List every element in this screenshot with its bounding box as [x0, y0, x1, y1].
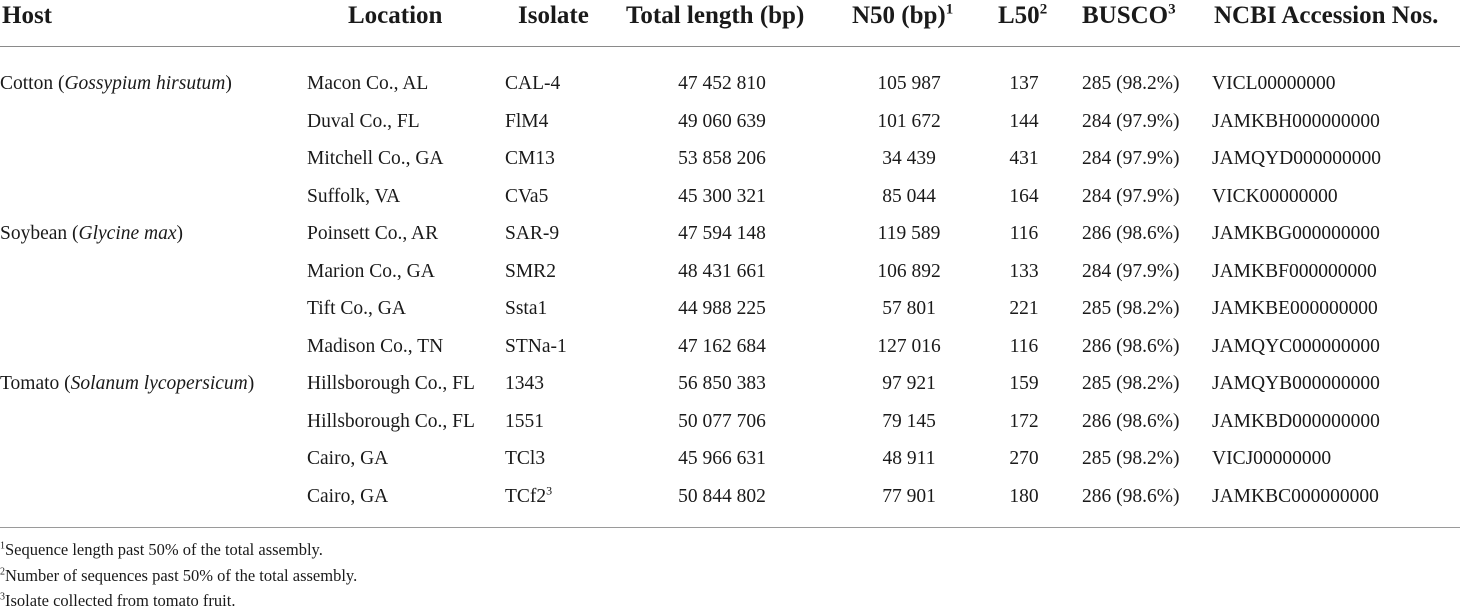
cell-ncbi: JAMQYC000000000: [1212, 336, 1380, 357]
cell-l50: 221: [1009, 298, 1039, 319]
header-isolate: Isolate: [518, 2, 589, 29]
cell-n50: 127 016: [877, 336, 941, 357]
table-row: [0, 335, 1460, 372]
cell-total-length: 48 431 661: [678, 261, 766, 282]
cell-total-length: 49 060 639: [678, 111, 766, 132]
cell-total-length: 47 452 810: [678, 73, 766, 94]
cell-isolate: FlM4: [505, 111, 549, 132]
cell-l50: 431: [1009, 148, 1039, 169]
cell-n50: 106 892: [877, 261, 941, 282]
cell-busco: 286 (98.6%): [1082, 411, 1180, 432]
cell-ncbi: VICL00000000: [1212, 73, 1336, 94]
cell-n50: 85 044: [882, 186, 936, 207]
cell-total-length: 45 966 631: [678, 448, 766, 469]
cell-total-length: 50 077 706: [678, 411, 766, 432]
table-row: [0, 147, 1460, 184]
header-busco: BUSCO$^3$: [1082, 1, 1176, 29]
cell-isolate: 1551: [505, 411, 544, 432]
header-host: Host: [2, 2, 52, 29]
table-row: [0, 372, 1460, 409]
cell-l50: 180: [1009, 486, 1039, 507]
cell-location: Poinsett Co., AR: [307, 223, 439, 244]
header-l50: $L50^2$: [998, 1, 1048, 29]
footnote: $^3$Isolate collected from tomato fruit.: [0, 591, 236, 610]
cell-l50: 116: [1009, 336, 1039, 357]
header-n50: N50 (bp)$^1$: [852, 1, 954, 29]
cell-host: Tomato (Solanum lycopersicum): [0, 373, 255, 394]
cell-ncbi: JAMKBF000000000: [1212, 261, 1377, 282]
header-location: Location: [348, 2, 443, 29]
header-ncbi: NCBI Accession Nos.: [1214, 2, 1439, 29]
cell-n50: 34 439: [882, 148, 936, 169]
cell-total-length: 53 858 206: [678, 148, 766, 169]
cell-total-length: 47 162 684: [678, 336, 766, 357]
cell-total-length: 47 594 148: [678, 223, 766, 244]
cell-busco: 285 (98.2%): [1082, 448, 1180, 469]
cell-location: Cairo, GA: [307, 486, 389, 507]
cell-ncbi: JAMKBD000000000: [1212, 411, 1380, 432]
cell-busco: 284 (97.9%): [1082, 186, 1180, 207]
cell-l50: 164: [1009, 186, 1039, 207]
cell-location: Madison Co., TN: [307, 336, 444, 357]
cell-busco: 286 (98.6%): [1082, 223, 1180, 244]
cell-busco: 285 (98.2%): [1082, 298, 1180, 319]
table-row: [0, 447, 1460, 484]
cell-isolate: CAL-4: [505, 73, 561, 94]
table-row: [0, 72, 1460, 109]
footnote: $^1$Sequence length past 50% of the total assembly.: [0, 540, 323, 559]
cell-l50: 137: [1009, 73, 1039, 94]
cell-isolate: SAR-9: [505, 223, 560, 244]
cell-ncbi: JAMKBC000000000: [1212, 486, 1379, 507]
cell-l50: 144: [1009, 111, 1039, 132]
table-bottom-rule: [0, 527, 1460, 528]
cell-location: Hillsborough Co., FL: [307, 373, 475, 394]
cell-ncbi: JAMQYB000000000: [1212, 373, 1380, 394]
cell-ncbi: JAMKBE000000000: [1212, 298, 1378, 319]
cell-busco: 285 (98.2%): [1082, 73, 1180, 94]
cell-busco: 286 (98.6%): [1082, 336, 1180, 357]
cell-n50: 77 901: [882, 486, 936, 507]
header-total-length: Total length (bp): [626, 2, 805, 29]
cell-isolate: TCl3: [505, 448, 546, 469]
cell-host: Soybean (Glycine max): [0, 223, 184, 244]
cell-isolate: CVa5: [505, 186, 549, 207]
cell-location: Cairo, GA: [307, 448, 389, 469]
cell-ncbi: JAMKBG000000000: [1212, 223, 1380, 244]
cell-l50: 172: [1009, 411, 1039, 432]
cell-total-length: 44 988 225: [678, 298, 766, 319]
table-row: [0, 485, 1460, 522]
table-row: [0, 110, 1460, 147]
cell-n50: 48 911: [882, 448, 936, 469]
cell-total-length: 56 850 383: [678, 373, 766, 394]
cell-location: Mitchell Co., GA: [307, 148, 444, 169]
cell-n50: 57 801: [882, 298, 936, 319]
cell-isolate: $TCf2^3$: [505, 483, 553, 507]
cell-n50: 97 921: [882, 373, 936, 394]
cell-isolate: SMR2: [505, 261, 556, 282]
cell-location: Suffolk, VA: [307, 186, 401, 207]
cell-host: Cotton (Gossypium hirsutum): [0, 73, 232, 94]
cell-n50: 105 987: [877, 73, 941, 94]
cell-l50: 270: [1009, 448, 1039, 469]
cell-location: Tift Co., GA: [307, 298, 406, 319]
cell-l50: 116: [1009, 223, 1039, 244]
cell-l50: 133: [1009, 261, 1039, 282]
cell-ncbi: VICJ00000000: [1212, 448, 1332, 469]
cell-busco: 284 (97.9%): [1082, 111, 1180, 132]
cell-total-length: 50 844 802: [678, 486, 766, 507]
cell-location: Marion Co., GA: [307, 261, 435, 282]
cell-n50: 119 589: [877, 223, 941, 244]
cell-total-length: 45 300 321: [678, 186, 766, 207]
table-row: [0, 260, 1460, 297]
cell-isolate: Ssta1: [505, 298, 548, 319]
cell-location: Macon Co., AL: [307, 73, 429, 94]
cell-n50: 79 145: [882, 411, 936, 432]
cell-busco: 286 (98.6%): [1082, 486, 1180, 507]
cell-n50: 101 672: [877, 111, 941, 132]
cell-location: Hillsborough Co., FL: [307, 411, 475, 432]
table-row: [0, 297, 1460, 334]
table-header: [0, 0, 1460, 47]
cell-isolate: STNa-1: [505, 336, 567, 357]
cell-busco: 285 (98.2%): [1082, 373, 1180, 394]
cell-busco: 284 (97.9%): [1082, 261, 1180, 282]
cell-ncbi: VICK00000000: [1212, 186, 1338, 207]
table-row: [0, 185, 1460, 222]
cell-isolate: 1343: [505, 373, 544, 394]
footnote: $^2$Number of sequences past 50% of the total assembly.: [0, 566, 358, 585]
cell-location: Duval Co., FL: [307, 111, 420, 132]
table-row: [0, 410, 1460, 447]
cell-ncbi: JAMQYD000000000: [1212, 148, 1382, 169]
cell-l50: 159: [1009, 373, 1039, 394]
cell-ncbi: JAMKBH000000000: [1212, 111, 1380, 132]
cell-isolate: CM13: [505, 148, 555, 169]
cell-busco: 284 (97.9%): [1082, 148, 1180, 169]
table-row: [0, 222, 1460, 259]
